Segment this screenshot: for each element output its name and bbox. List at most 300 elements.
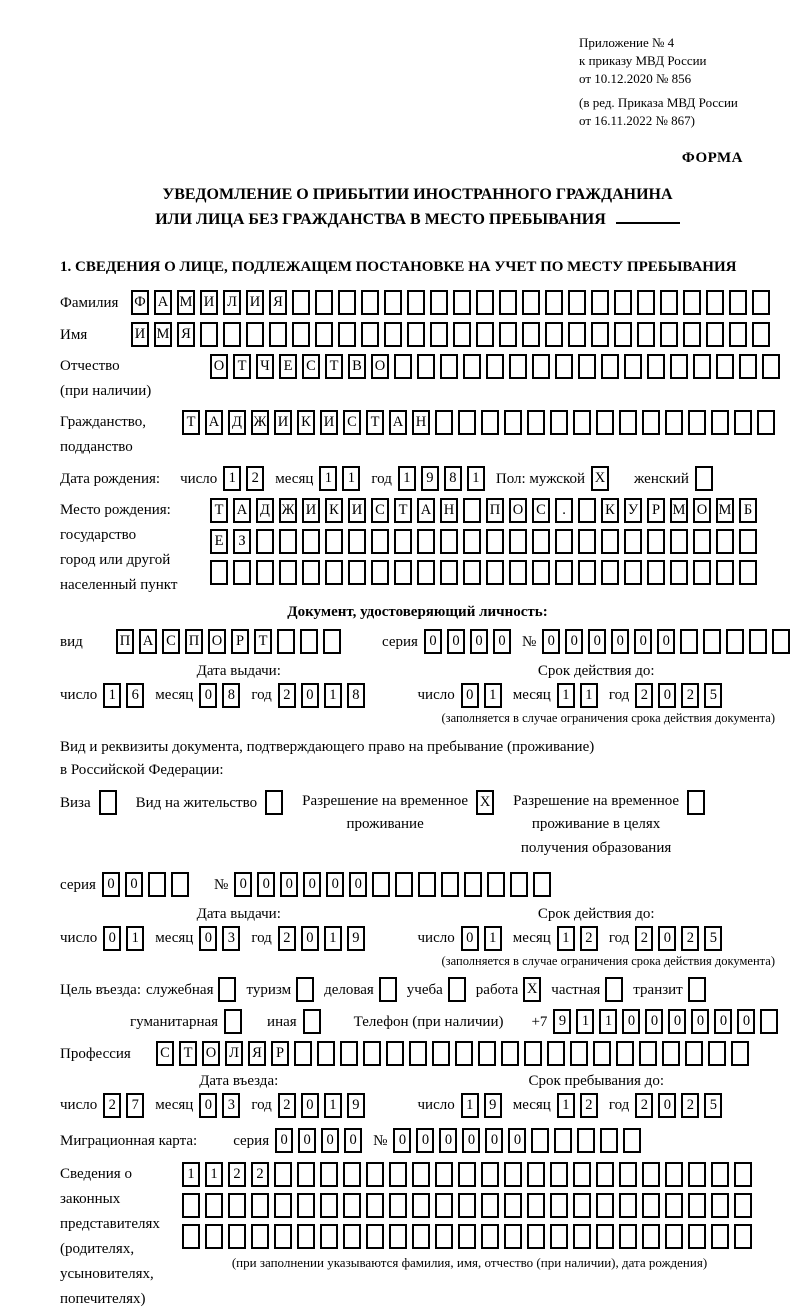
char-cell[interactable] [573,1224,591,1249]
char-cell[interactable] [348,560,366,585]
char-cell[interactable]: Р [231,629,249,654]
char-cell[interactable]: 0 [493,629,511,654]
char-cell[interactable] [394,560,412,585]
representatives-row1-cells[interactable] [182,1162,757,1187]
char-cell[interactable] [739,529,757,554]
char-cell[interactable]: Т [394,498,412,523]
purpose-work-checkbox[interactable] [523,977,546,1002]
char-cell[interactable] [532,354,550,379]
char-cell[interactable] [348,529,366,554]
char-cell[interactable] [533,872,551,897]
char-cell[interactable]: 2 [635,683,653,708]
char-cell[interactable]: Ф [131,290,149,315]
char-cell[interactable] [458,1224,476,1249]
char-cell[interactable]: И [246,290,264,315]
char-cell[interactable]: М [154,322,172,347]
char-cell[interactable]: Н [440,498,458,523]
char-cell[interactable] [687,790,705,815]
char-cell[interactable] [210,560,228,585]
char-cell[interactable] [320,1224,338,1249]
char-cell[interactable] [412,1193,430,1218]
purpose-other-checkbox[interactable] [303,1009,326,1034]
char-cell[interactable] [395,872,413,897]
stay-month-cells[interactable] [557,1093,603,1118]
char-cell[interactable]: 2 [681,683,699,708]
char-cell[interactable] [688,977,706,1002]
char-cell[interactable] [711,410,729,435]
char-cell[interactable]: X [523,977,541,1002]
char-cell[interactable] [550,1162,568,1187]
char-cell[interactable] [417,354,435,379]
char-cell[interactable]: П [486,498,504,523]
char-cell[interactable]: 0 [301,683,319,708]
char-cell[interactable]: 1 [557,683,575,708]
doc-number-cells[interactable] [542,629,795,654]
stay-day-cells[interactable] [461,1093,507,1118]
char-cell[interactable] [343,1193,361,1218]
char-cell[interactable]: 2 [681,926,699,951]
char-cell[interactable]: Е [279,354,297,379]
char-cell[interactable] [274,1193,292,1218]
char-cell[interactable] [623,1128,641,1153]
char-cell[interactable]: Б [739,498,757,523]
char-cell[interactable] [481,1224,499,1249]
char-cell[interactable]: 5 [704,683,722,708]
char-cell[interactable]: 0 [199,926,217,951]
char-cell[interactable] [384,290,402,315]
char-cell[interactable] [596,1193,614,1218]
char-cell[interactable]: 8 [347,683,365,708]
char-cell[interactable] [366,1162,384,1187]
char-cell[interactable] [504,1162,522,1187]
char-cell[interactable]: О [202,1041,220,1066]
char-cell[interactable]: З [233,529,251,554]
char-cell[interactable] [317,1041,335,1066]
char-cell[interactable] [294,1041,312,1066]
char-cell[interactable]: 1 [398,466,416,491]
char-cell[interactable] [417,560,435,585]
char-cell[interactable] [99,790,117,815]
char-cell[interactable]: А [389,410,407,435]
char-cell[interactable]: С [343,410,361,435]
char-cell[interactable]: 0 [416,1128,434,1153]
char-cell[interactable] [453,290,471,315]
char-cell[interactable] [619,1162,637,1187]
char-cell[interactable] [300,629,318,654]
char-cell[interactable] [440,354,458,379]
citizenship-cells[interactable] [182,410,780,435]
char-cell[interactable]: С [371,498,389,523]
char-cell[interactable] [772,629,790,654]
char-cell[interactable] [619,1193,637,1218]
char-cell[interactable] [596,1224,614,1249]
char-cell[interactable] [734,1193,752,1218]
char-cell[interactable] [601,354,619,379]
char-cell[interactable]: 0 [234,872,252,897]
char-cell[interactable] [269,322,287,347]
char-cell[interactable] [522,290,540,315]
char-cell[interactable]: П [185,629,203,654]
char-cell[interactable]: Р [271,1041,289,1066]
char-cell[interactable] [297,1193,315,1218]
char-cell[interactable] [616,1041,634,1066]
char-cell[interactable]: 0 [257,872,275,897]
char-cell[interactable] [711,1193,729,1218]
char-cell[interactable] [708,1041,726,1066]
char-cell[interactable] [711,1224,729,1249]
char-cell[interactable] [555,529,573,554]
purpose-business-checkbox[interactable] [379,977,402,1002]
char-cell[interactable] [660,290,678,315]
char-cell[interactable] [458,410,476,435]
char-cell[interactable]: 0 [691,1009,709,1034]
char-cell[interactable]: 1 [580,683,598,708]
char-cell[interactable] [251,1224,269,1249]
char-cell[interactable] [693,560,711,585]
char-cell[interactable]: И [320,410,338,435]
char-cell[interactable]: К [601,498,619,523]
char-cell[interactable] [637,290,655,315]
char-cell[interactable] [619,1224,637,1249]
char-cell[interactable]: 0 [470,629,488,654]
char-cell[interactable] [297,1162,315,1187]
char-cell[interactable]: Т [233,354,251,379]
char-cell[interactable]: 0 [301,1093,319,1118]
char-cell[interactable] [430,290,448,315]
char-cell[interactable]: 0 [125,872,143,897]
char-cell[interactable]: 2 [251,1162,269,1187]
char-cell[interactable]: В [348,354,366,379]
char-cell[interactable]: А [417,498,435,523]
char-cell[interactable] [757,410,775,435]
char-cell[interactable]: У [624,498,642,523]
surname-cells[interactable] [131,290,775,315]
char-cell[interactable]: 0 [102,872,120,897]
char-cell[interactable] [578,560,596,585]
char-cell[interactable] [366,1224,384,1249]
char-cell[interactable] [265,790,283,815]
char-cell[interactable]: С [302,354,320,379]
char-cell[interactable]: 0 [424,629,442,654]
char-cell[interactable] [435,410,453,435]
char-cell[interactable]: П [116,629,134,654]
permit-issue-month-cells[interactable] [199,926,245,951]
purpose-private-checkbox[interactable] [605,977,628,1002]
sex-female-checkbox[interactable] [695,466,718,491]
char-cell[interactable] [605,977,623,1002]
char-cell[interactable]: 0 [303,872,321,897]
char-cell[interactable]: К [297,410,315,435]
char-cell[interactable] [688,410,706,435]
char-cell[interactable] [578,498,596,523]
char-cell[interactable] [591,322,609,347]
char-cell[interactable] [455,1041,473,1066]
char-cell[interactable] [596,1162,614,1187]
char-cell[interactable] [527,1224,545,1249]
char-cell[interactable] [734,1162,752,1187]
char-cell[interactable]: 0 [645,1009,663,1034]
char-cell[interactable] [297,1224,315,1249]
char-cell[interactable] [637,322,655,347]
phone-cells[interactable] [553,1009,783,1034]
char-cell[interactable] [509,529,527,554]
char-cell[interactable]: 1 [324,1093,342,1118]
char-cell[interactable]: 0 [611,629,629,654]
char-cell[interactable] [693,529,711,554]
char-cell[interactable] [418,872,436,897]
char-cell[interactable] [481,1162,499,1187]
char-cell[interactable]: М [716,498,734,523]
char-cell[interactable] [463,529,481,554]
char-cell[interactable] [568,290,586,315]
char-cell[interactable]: 0 [344,1128,362,1153]
char-cell[interactable] [601,560,619,585]
birth-year-cells[interactable] [398,466,490,491]
char-cell[interactable]: Т [366,410,384,435]
char-cell[interactable] [302,560,320,585]
char-cell[interactable] [435,1162,453,1187]
char-cell[interactable]: 0 [737,1009,755,1034]
birth-month-cells[interactable] [319,466,365,491]
char-cell[interactable] [476,322,494,347]
char-cell[interactable]: 9 [484,1093,502,1118]
char-cell[interactable] [407,290,425,315]
char-cell[interactable]: 8 [222,683,240,708]
char-cell[interactable] [366,1193,384,1218]
char-cell[interactable]: 2 [278,926,296,951]
char-cell[interactable]: Т [179,1041,197,1066]
char-cell[interactable]: 1 [319,466,337,491]
purpose-transit-checkbox[interactable] [688,977,711,1002]
char-cell[interactable]: О [210,354,228,379]
char-cell[interactable]: С [532,498,550,523]
char-cell[interactable] [596,410,614,435]
char-cell[interactable] [394,529,412,554]
char-cell[interactable] [453,322,471,347]
char-cell[interactable] [504,1224,522,1249]
char-cell[interactable] [683,290,701,315]
char-cell[interactable] [573,1193,591,1218]
char-cell[interactable]: 0 [658,1093,676,1118]
char-cell[interactable] [703,629,721,654]
entry-day-cells[interactable] [103,1093,149,1118]
char-cell[interactable] [361,322,379,347]
char-cell[interactable] [510,872,528,897]
char-cell[interactable] [504,1193,522,1218]
char-cell[interactable] [435,1224,453,1249]
doc-expiry-month-cells[interactable] [557,683,603,708]
char-cell[interactable] [251,1193,269,1218]
char-cell[interactable] [223,322,241,347]
char-cell[interactable] [325,560,343,585]
char-cell[interactable]: 1 [126,926,144,951]
char-cell[interactable]: И [200,290,218,315]
char-cell[interactable] [706,290,724,315]
char-cell[interactable] [670,354,688,379]
birthplace-row2-cells[interactable] [210,529,762,554]
char-cell[interactable] [182,1193,200,1218]
char-cell[interactable]: Н [412,410,430,435]
permit-number-cells[interactable] [234,872,556,897]
char-cell[interactable]: 0 [658,926,676,951]
char-cell[interactable] [532,529,550,554]
char-cell[interactable]: 0 [634,629,652,654]
char-cell[interactable] [619,410,637,435]
purpose-study-checkbox[interactable] [448,977,471,1002]
doc-issue-year-cells[interactable] [278,683,370,708]
char-cell[interactable]: 0 [280,872,298,897]
char-cell[interactable] [302,529,320,554]
char-cell[interactable] [642,1224,660,1249]
char-cell[interactable] [246,322,264,347]
char-cell[interactable]: Л [225,1041,243,1066]
char-cell[interactable] [734,1224,752,1249]
char-cell[interactable] [711,1162,729,1187]
char-cell[interactable] [440,560,458,585]
char-cell[interactable] [545,322,563,347]
char-cell[interactable]: 0 [301,926,319,951]
char-cell[interactable]: 1 [182,1162,200,1187]
char-cell[interactable] [550,410,568,435]
birth-day-cells[interactable] [223,466,269,491]
char-cell[interactable] [481,410,499,435]
char-cell[interactable] [279,529,297,554]
char-cell[interactable]: 2 [635,1093,653,1118]
char-cell[interactable] [570,1041,588,1066]
char-cell[interactable]: А [154,290,172,315]
char-cell[interactable]: X [476,790,494,815]
char-cell[interactable] [578,529,596,554]
char-cell[interactable]: И [274,410,292,435]
profession-cells[interactable] [156,1041,754,1066]
char-cell[interactable] [527,1193,545,1218]
char-cell[interactable] [279,560,297,585]
char-cell[interactable] [292,322,310,347]
char-cell[interactable] [670,560,688,585]
char-cell[interactable] [614,322,632,347]
permit-series-cells[interactable] [102,872,194,897]
char-cell[interactable] [435,1193,453,1218]
migration-series-cells[interactable] [275,1128,367,1153]
char-cell[interactable] [256,529,274,554]
char-cell[interactable]: 5 [704,926,722,951]
char-cell[interactable] [407,322,425,347]
char-cell[interactable] [486,354,504,379]
char-cell[interactable] [706,322,724,347]
temp-permit-checkbox[interactable] [476,790,499,815]
char-cell[interactable] [680,629,698,654]
char-cell[interactable] [545,290,563,315]
char-cell[interactable]: И [348,498,366,523]
char-cell[interactable]: 7 [126,1093,144,1118]
char-cell[interactable] [486,560,504,585]
char-cell[interactable]: 0 [622,1009,640,1034]
char-cell[interactable] [734,410,752,435]
permit-expiry-day-cells[interactable] [461,926,507,951]
char-cell[interactable] [256,560,274,585]
char-cell[interactable]: 2 [228,1162,246,1187]
char-cell[interactable]: 0 [349,872,367,897]
char-cell[interactable] [670,529,688,554]
char-cell[interactable]: 0 [658,683,676,708]
char-cell[interactable]: 0 [714,1009,732,1034]
char-cell[interactable]: 2 [681,1093,699,1118]
char-cell[interactable]: Р [647,498,665,523]
char-cell[interactable]: Ж [251,410,269,435]
char-cell[interactable]: Т [210,498,228,523]
purpose-official-checkbox[interactable] [218,977,241,1002]
patronymic-cells[interactable] [210,354,785,379]
char-cell[interactable] [171,872,189,897]
temp-edu-permit-checkbox[interactable] [687,790,710,815]
stay-year-cells[interactable] [635,1093,727,1118]
char-cell[interactable] [642,410,660,435]
doc-issue-month-cells[interactable] [199,683,245,708]
char-cell[interactable]: 9 [347,926,365,951]
char-cell[interactable] [762,354,780,379]
char-cell[interactable] [688,1193,706,1218]
char-cell[interactable]: 1 [467,466,485,491]
migration-number-cells[interactable] [393,1128,646,1153]
char-cell[interactable] [573,410,591,435]
char-cell[interactable] [487,872,505,897]
doc-series-cells[interactable] [424,629,516,654]
char-cell[interactable] [504,410,522,435]
char-cell[interactable] [642,1162,660,1187]
char-cell[interactable] [338,322,356,347]
char-cell[interactable]: 1 [223,466,241,491]
char-cell[interactable]: 1 [205,1162,223,1187]
char-cell[interactable] [315,322,333,347]
char-cell[interactable]: X [591,466,609,491]
char-cell[interactable]: 9 [421,466,439,491]
char-cell[interactable] [749,629,767,654]
char-cell[interactable] [476,290,494,315]
char-cell[interactable] [577,1128,595,1153]
char-cell[interactable] [486,529,504,554]
char-cell[interactable]: 2 [635,926,653,951]
char-cell[interactable]: К [325,498,343,523]
char-cell[interactable]: 0 [462,1128,480,1153]
char-cell[interactable]: 0 [542,629,560,654]
char-cell[interactable] [412,1224,430,1249]
char-cell[interactable] [578,354,596,379]
char-cell[interactable] [695,466,713,491]
char-cell[interactable] [739,560,757,585]
doc-issue-day-cells[interactable] [103,683,149,708]
char-cell[interactable] [325,529,343,554]
permit-expiry-year-cells[interactable] [635,926,727,951]
char-cell[interactable]: Д [228,410,246,435]
char-cell[interactable] [555,354,573,379]
char-cell[interactable] [303,1009,321,1034]
char-cell[interactable]: 0 [461,683,479,708]
char-cell[interactable]: 1 [461,1093,479,1118]
char-cell[interactable] [228,1224,246,1249]
char-cell[interactable] [409,1041,427,1066]
char-cell[interactable] [601,529,619,554]
char-cell[interactable] [379,977,397,1002]
char-cell[interactable]: 2 [246,466,264,491]
char-cell[interactable]: 0 [668,1009,686,1034]
char-cell[interactable] [716,560,734,585]
char-cell[interactable]: Я [269,290,287,315]
char-cell[interactable]: 9 [553,1009,571,1034]
char-cell[interactable]: 2 [580,926,598,951]
doc-expiry-year-cells[interactable] [635,683,727,708]
char-cell[interactable] [340,1041,358,1066]
char-cell[interactable]: 1 [342,466,360,491]
